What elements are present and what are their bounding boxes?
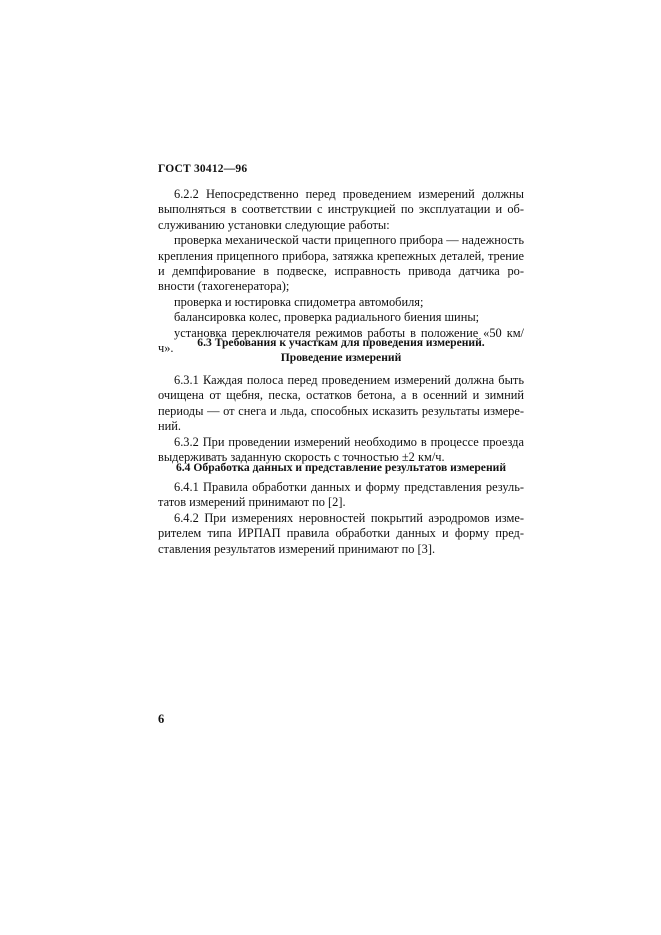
section-6-3-title-line2: Проведение измерений <box>280 351 402 364</box>
section-6-3-title-line1: 6.3 Требования к участкам для проведения измерений. <box>197 336 485 349</box>
section-6-2-2 <box>158 187 524 356</box>
list-item-wheel-balancing: балансировка колес, проверка радиального биения шины; <box>174 310 480 325</box>
section-6-3-body <box>158 373 524 465</box>
list-item-speedometer-check: проверка и юстировка спидометра автомобиля; <box>174 294 424 309</box>
page-number: 6 <box>158 712 165 726</box>
paragraph-6-3-1: 6.3.1 Каждая полоса перед проведением измерений должна быть очищена от щебня, песка, остатков бетона, а в осенний и зимний периоды — от снега и льда, способных исказить результаты измерений. <box>158 373 524 434</box>
section-6-4-heading: 6.4 Обработка данных и представление результатов измерений <box>175 461 506 474</box>
list-item-mode-switch: установка переключателя режимов работы в положение «50 км/ч». <box>158 325 524 356</box>
paragraph-6-4-2: 6.4.2 При измерениях неровностей покрытий аэродромов измерителем типа ИРПАП правила обработки данных и форму представления результатов измерений принимают по [3]. <box>158 510 524 556</box>
section-6-4-body <box>158 480 524 557</box>
paragraph-6-2-2: 6.2.2 Непосредственно перед проведением измерений должны выполняться в соответствии с инструкцией по эксплуатации и обслуживанию установки следующие работы: <box>158 187 524 232</box>
document-code-header: ГОСТ 30412—96 <box>158 163 248 175</box>
paragraph-6-3-2: 6.3.2 При проведении измерений необходимо в процессе проезда выдерживать заданную скорость с точностью ±2 км/ч. <box>158 434 524 465</box>
paragraph-6-4-1: 6.4.1 Правила обработки данных и форму представления результатов измерений принимают по [2]. <box>158 480 524 510</box>
section-6-3-heading <box>158 335 524 365</box>
list-item-mechanical-check: проверка механической части прицепного прибора — надежность крепления прицепного прибора, затяжка крепежных деталей, трение и демпфирование в подвеске, исправность привода датчика ровности (тахогенератора); <box>158 233 524 294</box>
